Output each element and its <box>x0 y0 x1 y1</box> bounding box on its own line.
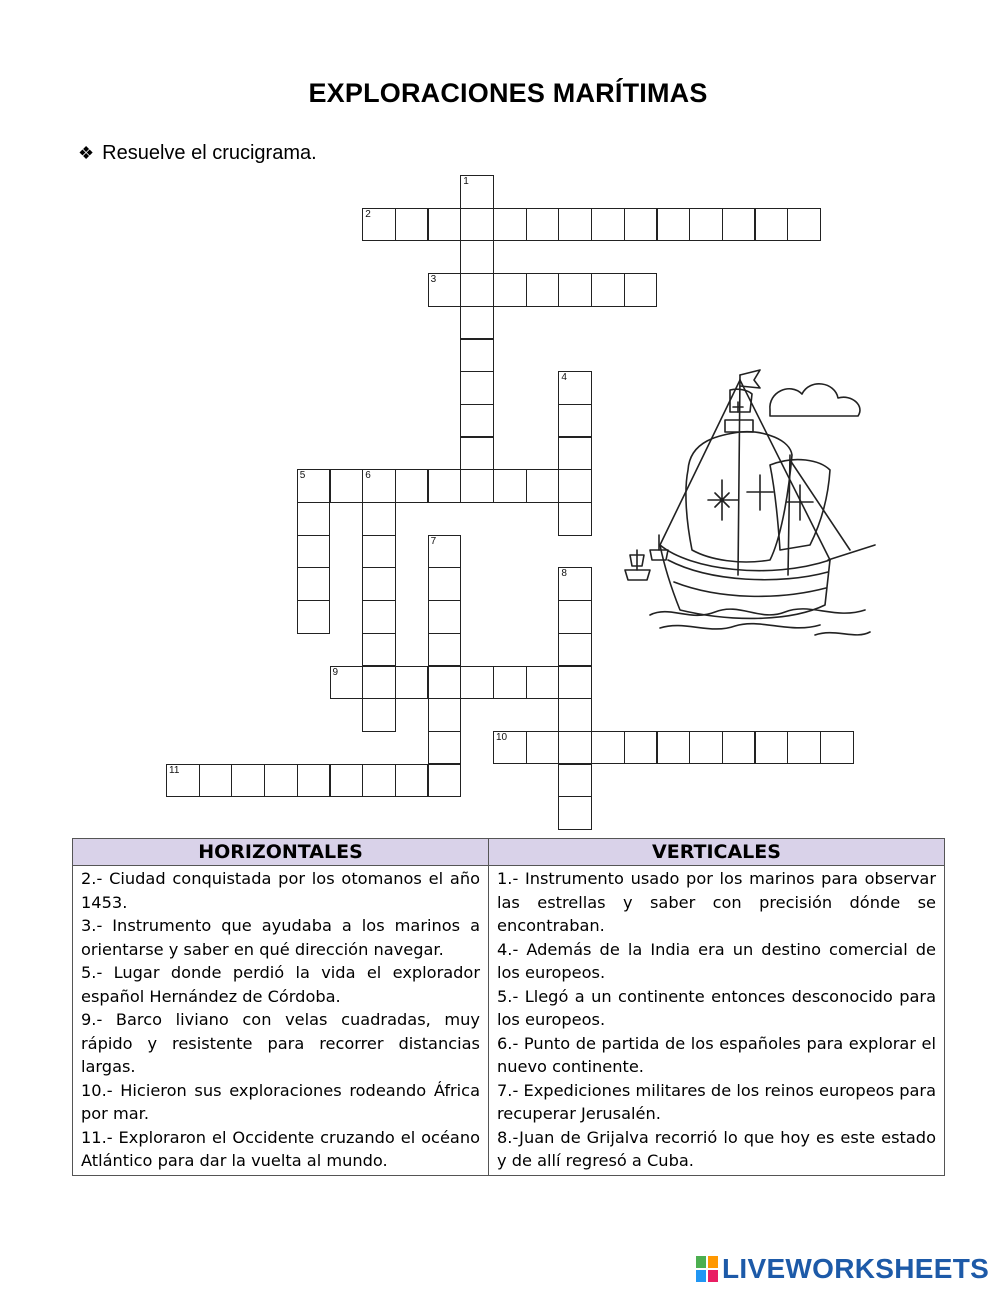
crossword-cell[interactable] <box>362 208 396 242</box>
crossword-cell[interactable] <box>362 666 396 700</box>
crossword-cell[interactable] <box>362 535 396 569</box>
crossword-cell[interactable] <box>362 698 396 732</box>
crossword-cell[interactable] <box>460 666 494 700</box>
liveworksheets-logo-icon <box>696 1256 718 1282</box>
crossword-cell[interactable] <box>558 666 592 700</box>
crossword-cell[interactable] <box>493 273 527 307</box>
crossword-cell[interactable] <box>722 208 756 242</box>
crossword-cell[interactable] <box>460 273 494 307</box>
crossword-cell[interactable] <box>624 273 658 307</box>
crossword-cell[interactable] <box>755 208 789 242</box>
crossword-cell[interactable] <box>362 502 396 536</box>
crossword-cell[interactable] <box>558 469 592 503</box>
crossword-cell[interactable] <box>460 437 494 471</box>
crossword-cell[interactable] <box>558 600 592 634</box>
crossword-cell[interactable] <box>624 208 658 242</box>
crossword-cell[interactable] <box>460 469 494 503</box>
crossword-cell[interactable] <box>428 469 462 503</box>
crossword-cell[interactable] <box>591 208 625 242</box>
clue-h10: 10.- Hicieron sus exploraciones rodeando África por mar. <box>81 1080 480 1123</box>
crossword-cell[interactable] <box>558 437 592 471</box>
crossword-cell[interactable] <box>558 731 592 765</box>
crossword-cell[interactable] <box>428 731 462 765</box>
crossword-cell[interactable] <box>820 731 854 765</box>
crossword-cell[interactable] <box>558 371 592 405</box>
clue-number: 10 <box>496 731 508 743</box>
crossword-cell[interactable] <box>231 764 265 798</box>
crossword-cell[interactable] <box>428 764 462 798</box>
crossword-cell[interactable] <box>526 273 560 307</box>
clue-h5: 5.- Lugar donde perdió la vida el explorador español Hernández de Córdoba. <box>81 963 480 1006</box>
diamond-bullet-icon: ❖ <box>78 143 95 163</box>
crossword-cell[interactable] <box>558 633 592 667</box>
clue-v8: 8.-Juan de Grijalva recorrió lo que hoy es este estado y de allí regresó a Cuba. <box>497 1127 936 1170</box>
crossword-cell[interactable] <box>362 567 396 601</box>
clue-v7: 7.- Expediciones militares de los reinos europeos para recuperar Jerusalén. <box>497 1080 936 1123</box>
clue-number: 9 <box>332 666 339 678</box>
crossword-cell[interactable] <box>493 469 527 503</box>
crossword-cell[interactable] <box>428 273 462 307</box>
clue-number: 4 <box>561 372 567 384</box>
crossword-cell[interactable] <box>428 567 462 601</box>
horizontal-header: HORIZONTALES <box>73 839 489 866</box>
crossword-cell[interactable] <box>428 698 462 732</box>
clue-number: 2 <box>365 208 371 220</box>
crossword-cell[interactable] <box>428 208 462 242</box>
crossword-cell[interactable] <box>460 175 494 209</box>
crossword-cell[interactable] <box>460 371 494 405</box>
clue-number: 5 <box>299 470 306 482</box>
crossword-cell[interactable] <box>362 600 396 634</box>
crossword-cell[interactable] <box>428 633 462 667</box>
crossword-cell[interactable] <box>395 764 429 798</box>
vertical-header: VERTICALES <box>489 839 945 866</box>
crossword-cell[interactable] <box>558 273 592 307</box>
crossword-cell[interactable] <box>362 633 396 667</box>
clue-number: 8 <box>561 568 567 580</box>
crossword-cell[interactable] <box>460 339 494 373</box>
clue-number: 7 <box>430 535 437 547</box>
caravel-ship-illustration <box>620 360 880 645</box>
clue-v1: 1.- Instrumento usado por los marinos para observar las estrellas y saber con precisión dónde se encontraban. <box>497 869 936 935</box>
crossword-cell[interactable] <box>689 208 723 242</box>
crossword-cell[interactable] <box>558 404 592 438</box>
clue-number: 11 <box>169 764 180 776</box>
clues-table <box>72 838 945 1176</box>
crossword-cell[interactable] <box>297 567 331 601</box>
crossword-cell[interactable] <box>493 666 527 700</box>
crossword-cell[interactable] <box>558 698 592 732</box>
horizontal-clues-cell <box>73 866 489 1176</box>
crossword-cell[interactable] <box>330 764 364 798</box>
crossword-cell[interactable] <box>558 764 592 798</box>
clue-h3: 3.- Instrumento que ayudaba a los marinos a orientarse y saber en qué dirección navegar. <box>81 916 480 959</box>
crossword-cell[interactable] <box>264 764 298 798</box>
clue-h11: 11.- Exploraron el Occidente cruzando el océano Atlántico para dar la vuelta al mundo. <box>81 1127 480 1170</box>
crossword-cell[interactable] <box>526 208 560 242</box>
clue-h9: 9.- Barco liviano con velas cuadradas, muy rápido y resistente para recorrer distancias largas. <box>81 1010 480 1076</box>
clue-v4: 4.- Además de la India era un destino comercial de los europeos. <box>497 939 936 982</box>
crossword-cell[interactable] <box>460 306 494 340</box>
crossword-cell[interactable] <box>558 567 592 601</box>
crossword-cell[interactable] <box>787 731 821 765</box>
crossword-cell[interactable] <box>460 240 494 274</box>
crossword-cell[interactable] <box>526 469 560 503</box>
crossword-cell[interactable] <box>591 273 625 307</box>
crossword-cell[interactable] <box>755 731 789 765</box>
crossword-cell[interactable] <box>428 535 462 569</box>
crossword-cell[interactable] <box>493 208 527 242</box>
crossword-cell[interactable] <box>428 600 462 634</box>
crossword-cell[interactable] <box>787 208 821 242</box>
crossword-cell[interactable] <box>297 469 331 503</box>
crossword-cell[interactable] <box>591 731 625 765</box>
clue-v5: 5.- Llegó a un continente entonces desconocido para los europeos. <box>497 986 936 1029</box>
crossword-cell[interactable] <box>460 404 494 438</box>
crossword-cell[interactable] <box>199 764 233 798</box>
vertical-clues-cell <box>489 866 945 1176</box>
crossword-cell[interactable] <box>330 469 364 503</box>
clue-v6: 6.- Punto de partida de los españoles para explorar el nuevo continente. <box>497 1033 936 1076</box>
crossword-cell[interactable] <box>330 666 364 700</box>
crossword-cell[interactable] <box>526 731 560 765</box>
clue-h2: 2.- Ciudad conquistada por los otomanos el año 1453. <box>81 869 480 912</box>
crossword-cell[interactable] <box>493 731 527 765</box>
crossword-cell[interactable] <box>460 208 494 242</box>
crossword-cell[interactable] <box>297 600 331 634</box>
crossword-cell[interactable] <box>526 666 560 700</box>
liveworksheets-logo <box>696 1253 989 1285</box>
crossword-cell[interactable] <box>624 731 658 765</box>
crossword-cell[interactable] <box>395 469 429 503</box>
clue-number: 3 <box>430 274 437 286</box>
crossword-cell[interactable] <box>558 208 592 242</box>
worksheet-title: EXPLORACIONES MARÍTIMAS <box>308 78 708 108</box>
crossword-cell[interactable] <box>558 502 592 536</box>
crossword-cell[interactable] <box>657 731 691 765</box>
crossword-cell[interactable] <box>166 764 200 798</box>
crossword-cell[interactable] <box>722 731 756 765</box>
crossword-cell[interactable] <box>297 502 331 536</box>
crossword-cell[interactable] <box>395 208 429 242</box>
clue-number: 6 <box>365 470 371 482</box>
crossword-cell[interactable] <box>428 666 462 700</box>
crossword-cell[interactable] <box>395 666 429 700</box>
crossword-cell[interactable] <box>362 764 396 798</box>
crossword-cell[interactable] <box>362 469 396 503</box>
liveworksheets-logo-text: LIVEWORKSHEETS <box>722 1253 990 1284</box>
crossword-cell[interactable] <box>689 731 723 765</box>
instruction-text: Resuelve el crucigrama. <box>102 142 317 164</box>
crossword-cell[interactable] <box>558 796 592 830</box>
crossword-cell[interactable] <box>297 764 331 798</box>
crossword-cell[interactable] <box>657 208 691 242</box>
clue-number: 1 <box>463 176 469 187</box>
crossword-cell[interactable] <box>297 535 331 569</box>
